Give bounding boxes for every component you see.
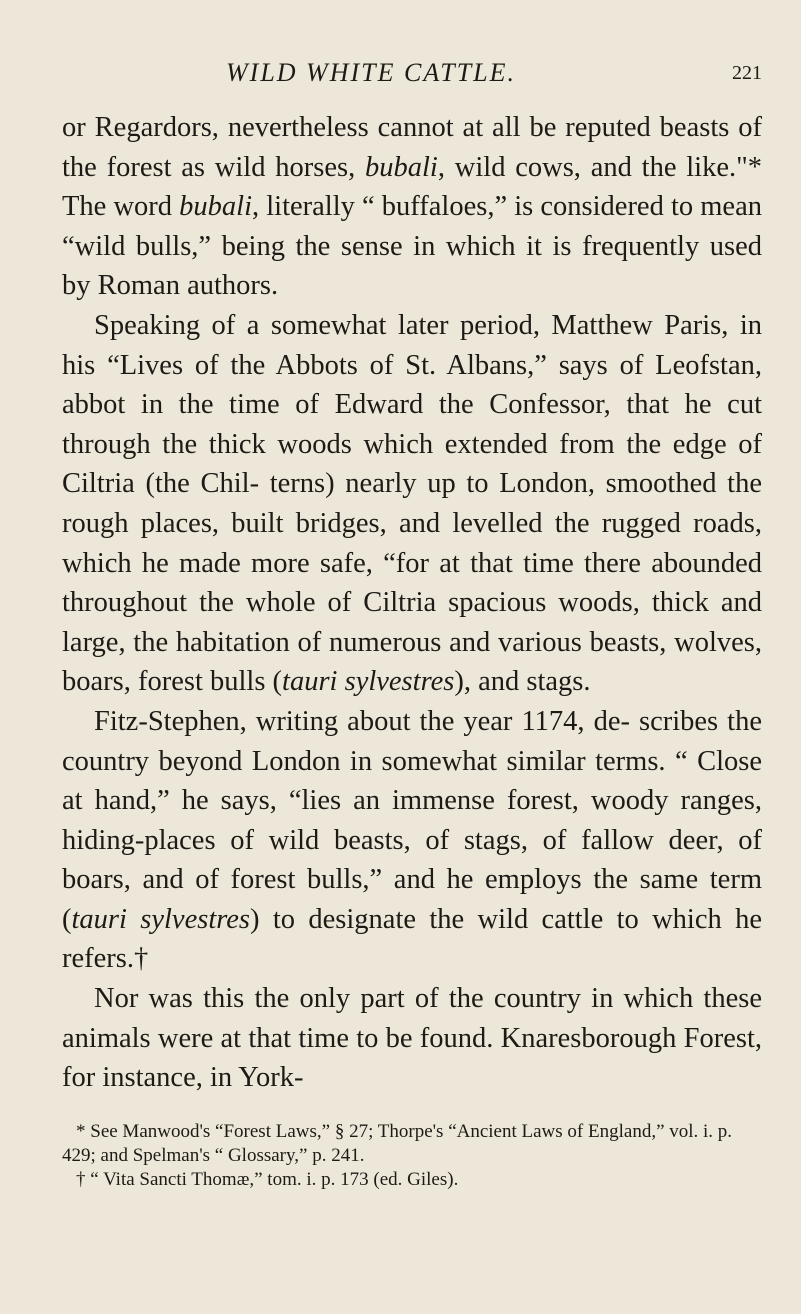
text-run: ), and stags. [454, 666, 591, 698]
paragraph [62, 702, 762, 979]
text-run: , literally “ buffaloes,” is considered to mean “wild bulls,” being the sense in which it is frequently used by Roman authors. [62, 191, 762, 302]
italic-term: bubali [179, 191, 252, 223]
text-run: Fitz-Stephen, writing about the year 1174, de- scribes the country beyond London in somewhat similar terms. “ Close at hand,” he says, “lies an immense forest, woody ranges, hiding-places of wild beasts, of stags, of fallow deer, of boars, and of forest bulls,” and he employs the same term ( [62, 705, 762, 935]
italic-term: bubali [365, 151, 438, 183]
paragraph [62, 108, 762, 306]
page-number: 221 [732, 62, 762, 84]
body-text [62, 108, 762, 1098]
footnote: † “ Vita Sancti Thomæ,” tom. i. p. 173 (ed. Giles). [76, 1168, 459, 1190]
paragraph [62, 979, 762, 1098]
text-run: ) to designate the wild cattle to which he refers.† [62, 903, 763, 975]
text-run: Nor was this the only part of the country in which these animals were at that time to be found. Knaresborough Forest, for instance, in York- [62, 983, 762, 1094]
footnote: * See Manwood's “Forest Laws,” § 27; Thorpe's “Ancient Laws of England,” vol. i. p. 429; and Spelman's “ Glossary,” p. 241. [62, 1120, 733, 1166]
running-head: WILD WHITE CATTLE. [226, 58, 517, 87]
book-page [62, 58, 762, 1192]
italic-term: tauri sylvestres [282, 666, 455, 698]
text-run: Speaking of a somewhat later period, Matthew Paris, in his “Lives of the Abbots of St. Albans,” says of Leofstan, abbot in the time of Edward the Confessor, that he cut through the thick woods which extended from the edge of Ciltria (the Chil- terns) nearly up to London, smoothed the rough places, built bridges, and levelled the rugged roads, which he made more safe, “for at that time there abounded throughout the whole of Ciltria spacious woods, thick and large, the habitation of numerous and various beasts, wolves, boars, forest bulls ( [62, 309, 762, 698]
text-run: or Regardors, nevertheless cannot at all be reputed beasts of the forest as wild horses, [62, 112, 762, 183]
paragraph [62, 306, 762, 702]
page-header [62, 58, 762, 108]
footnotes [62, 1120, 762, 1192]
text-run: , wild cows, and the like."* The word [62, 151, 763, 223]
italic-term: tauri sylvestres [71, 903, 251, 935]
